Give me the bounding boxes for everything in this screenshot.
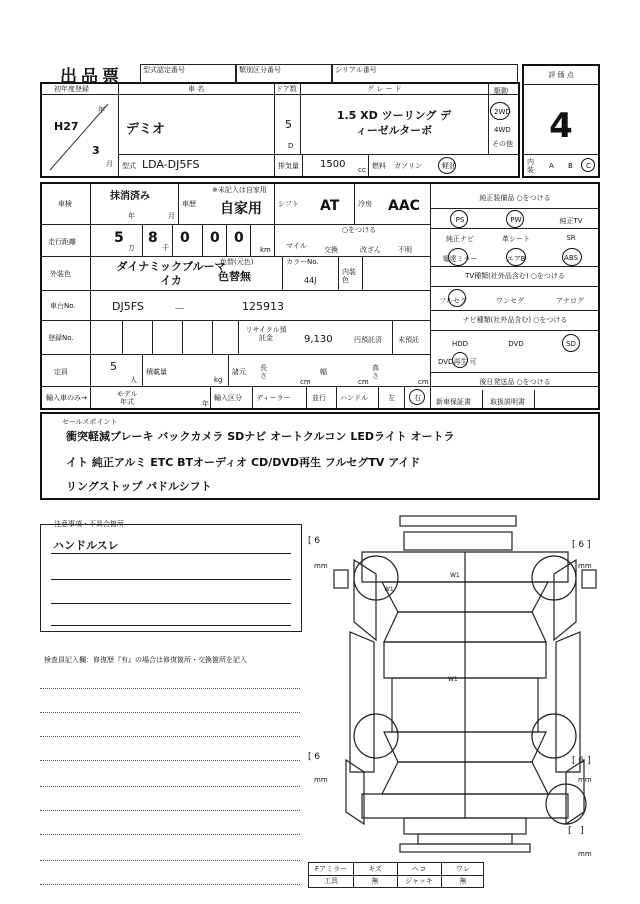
displacement-value: 1500 <box>320 159 346 170</box>
mirror-circle <box>448 248 468 266</box>
form-title: 出品票 <box>60 67 123 87</box>
abs-circle <box>562 248 582 266</box>
sales-points-box: セールスポイント 衝突軽減ブレーキ バックカメラ SDナビ オートクルコン LEDライト オートラ イト 純正アルミ ETC BTオーディオ CD/DVD再生 フルセグTV アイド リングストップ パドルシフト <box>40 412 600 500</box>
ac-value: AAC <box>388 198 420 214</box>
inspection-value: 抹消済み <box>110 191 150 202</box>
sales-line-3: リングストップ パドルシフト <box>66 480 212 493</box>
sd-circle <box>562 334 580 352</box>
exterior-color: ダイナミックブルーマ イカ <box>116 260 226 287</box>
color-code-value: 44J <box>304 276 317 285</box>
capacity-value: 5 <box>110 360 117 373</box>
sales-line-2: イト 純正アルミ ETC BTオーディオ CD/DVD再生 フルセグTV アイド <box>66 456 421 469</box>
tread-front-right: [ 6 ] <box>572 540 591 550</box>
class-num-field: 類別区分番号 <box>236 64 332 84</box>
tread-front-left: [ 6 <box>308 536 321 546</box>
dvd-circle <box>452 352 468 368</box>
pw-circle <box>506 210 524 228</box>
details-block: 車検 抹消済み 年 月 車歴 ※未記入は自家用 自家用 シフト AT 冷房 AAC 走行距離 5 万 8 千 0 0 0 km ○をつける マイル 交換 改ざん 不明 外装色 ダイナミックブルーマ イカ 色替(元色) 色替無 カラーNo. 44J 内装色 車台No. DJ5FS － 125913 登録No. リサイクル預託金 9,130 円預託済 未預託 定員 5 人 積載量 kg 諸元 長さ cm 幅 cm 高さ cm 輸入車のみ→ モデル年式 年 輸入区分 ディーラー 並行 ハンドル 左 右 純正装備品 ○をつける PS PW 純正TV 純正ナビ 革シート SR 電達ミラー エアB ABS TV種類(社外品含む) ○をつける フルセグ ワンセグ アナログ ナビ種類(社外品含む) ○をつける HDD DVD SD DVD再生 可 後日発送品 ○をつける 新車保証書 取扱説明書 <box>40 182 600 410</box>
recycle-value: 9,130 <box>304 334 333 345</box>
tread-rear-right: [ 6 ] <box>572 756 591 766</box>
first-reg-month: 3 <box>92 144 100 157</box>
model-name: デミオ <box>126 122 166 137</box>
score-box: 評 価 点 4 内装 A B C <box>522 64 600 178</box>
airbag-circle <box>506 248 526 266</box>
mark-w1-center: W1 <box>448 676 458 683</box>
handle-right-circle <box>409 389 425 405</box>
notes-line-1: ハンドルスレ <box>53 539 119 552</box>
mileage-digits: 5 万 8 千 0 0 0 <box>114 230 244 252</box>
fuel-diesel-circle <box>438 157 456 174</box>
tread-spare: [ ] <box>568 826 584 836</box>
grade-value: 1.5 XD ツーリング デ ィーゼルターボ <box>336 109 452 137</box>
drive-2wd-circle <box>490 102 510 120</box>
notes-box <box>40 524 302 632</box>
history-value: 自家用 <box>220 201 262 217</box>
notes-label: 注意事項・不具合箇所 <box>54 520 124 528</box>
color-change-value: 色替無 <box>218 270 251 283</box>
sales-line-1: 衝突軽減ブレーキ バックカメラ SDナビ オートクルコン LEDライト オートラ <box>66 430 455 443</box>
first-reg-year: H27 <box>54 120 79 133</box>
tread-rear-left: [ 6 <box>308 752 321 762</box>
type-value: LDA-DJ5FS <box>142 158 200 171</box>
car-diagram <box>322 512 608 872</box>
serial-field: シリアル番号 <box>332 64 518 84</box>
chassis-number: 125913 <box>242 300 284 313</box>
score-value: 4 <box>549 106 573 146</box>
chassis-prefix: DJ5FS <box>112 300 144 313</box>
inspector-label: 検査員記入欄：修復歴『有』の場合は修復箇所・交換箇所を記入 <box>44 656 247 664</box>
ps-circle <box>450 210 468 228</box>
shift-value: AT <box>320 198 340 214</box>
condition-table: Fアミラー キズ ヘコ ワレ 工具 無 ジャッキ 無 <box>308 862 484 888</box>
fullseg-circle <box>448 289 466 307</box>
mark-w1-top: W1 <box>450 572 460 579</box>
type-cert-field: 型式認定番号 <box>140 64 236 84</box>
vehicle-block: 初年度登録 車 名 ドア数 グ レ ー ド 駆動 H27 年 3 月 デミオ 5 D 1.5 XD ツーリング デ ィーゼルターボ 2WD 4WD その他 型式 LDA-DJ5FS 排気量 1500 cc 燃料 ガソリン 軽油 <box>40 82 520 178</box>
doors-value: 5 <box>285 118 292 131</box>
chassis-dash: － <box>174 302 185 315</box>
interior-c-circle <box>581 158 595 172</box>
equipment-header: 純正装備品 ○をつける <box>479 194 551 202</box>
mark-w1-left: W1 <box>384 586 394 593</box>
